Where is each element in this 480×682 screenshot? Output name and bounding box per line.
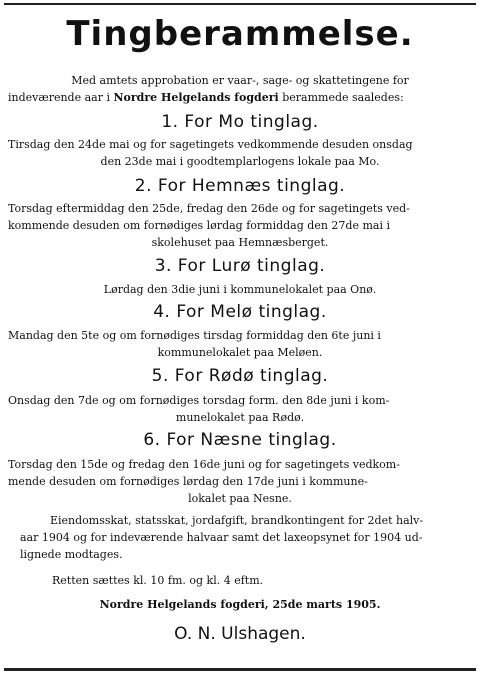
top-rule bbox=[4, 3, 476, 5]
section-body-5 bbox=[8, 392, 472, 426]
section-heading-1: 1. For Mo tinglag. bbox=[161, 112, 319, 132]
section-body-4 bbox=[8, 327, 472, 361]
page-title: Tingberammelse. bbox=[66, 14, 414, 54]
section-4-line-2: kommunelokalet paa Meløen. bbox=[157, 346, 323, 359]
section-2-line-2: kommende desuden om fornødiges lørdag formiddag den 27de mai i bbox=[8, 219, 390, 232]
intro-line-2-post: berammede saaledes: bbox=[278, 91, 404, 104]
tax-notice-line-2: aar 1904 og for indeværende halvaar samt det laxeopsynet for 1904 ud- bbox=[20, 531, 423, 544]
section-2-line-1: Torsdag eftermiddag den 25de, fredag den 26de og for sagetingets ved- bbox=[8, 202, 410, 215]
section-1-line-1: Tirsdag den 24de mai og for sagetingets vedkommende desuden onsdag bbox=[8, 138, 413, 151]
section-6-line-1: Torsdag den 15de og fredag den 16de juni og for sagetingets vedkom- bbox=[8, 458, 400, 471]
section-heading-4: 4. For Melø tinglag. bbox=[153, 302, 327, 322]
section-heading-6: 6. For Næsne tinglag. bbox=[143, 430, 337, 450]
section-1-line-2: den 23de mai i goodtemplarlogens lokale paa Mo. bbox=[100, 155, 380, 168]
section-5-line-1: Onsdag den 7de og om fornødiges torsdag form. den 8de juni i kom- bbox=[8, 394, 390, 407]
section-4-line-1: Mandag den 5te og om fornødiges tirsdag formiddag den 6te juni i bbox=[8, 329, 381, 342]
intro-line-1: Med amtets approbation er vaar-, sage- og skattetingene for bbox=[71, 74, 409, 87]
intro-district: Nordre Helgelands fogderi bbox=[113, 91, 279, 104]
intro-line-2-pre: indeværende aar i bbox=[8, 91, 114, 104]
section-6-line-2: mende desuden om fornødiges lørdag den 17de juni i kommune- bbox=[8, 475, 368, 488]
section-body-2 bbox=[8, 200, 472, 251]
section-body-1 bbox=[8, 136, 472, 170]
section-heading-2: 2. For Hemnæs tinglag. bbox=[134, 176, 346, 196]
section-3-line-1: Lørdag den 3die juni i kommunelokalet paa Onø. bbox=[103, 283, 377, 296]
section-6-line-3: lokalet paa Nesne. bbox=[188, 492, 292, 505]
intro-paragraph bbox=[8, 72, 472, 106]
section-body-6 bbox=[8, 456, 472, 507]
tax-notice-line-3: lignede modtages. bbox=[20, 548, 123, 561]
tax-notice bbox=[20, 512, 472, 563]
bottom-rule bbox=[4, 668, 476, 671]
section-body-3 bbox=[8, 281, 472, 298]
section-2-line-3: skolehuset paa Hemnæsberget. bbox=[151, 236, 329, 249]
dateline-text: Nordre Helgelands fogderi, 25de marts 1905. bbox=[99, 598, 381, 611]
section-heading-5: 5. For Rødø tinglag. bbox=[151, 366, 329, 386]
court-time: Retten sættes kl. 10 fm. og kl. 4 eftm. bbox=[52, 574, 264, 587]
section-5-line-2: munelokalet paa Rødø. bbox=[175, 411, 305, 424]
dateline bbox=[8, 596, 472, 613]
signature: O. N. Ulshagen. bbox=[174, 624, 306, 644]
section-heading-3: 3. For Lurø tinglag. bbox=[154, 256, 326, 276]
tax-notice-line-1: Eiendomsskat, statsskat, jordafgift, brandkontingent for 2det halv- bbox=[50, 514, 424, 527]
intro-line-2 bbox=[8, 89, 472, 106]
